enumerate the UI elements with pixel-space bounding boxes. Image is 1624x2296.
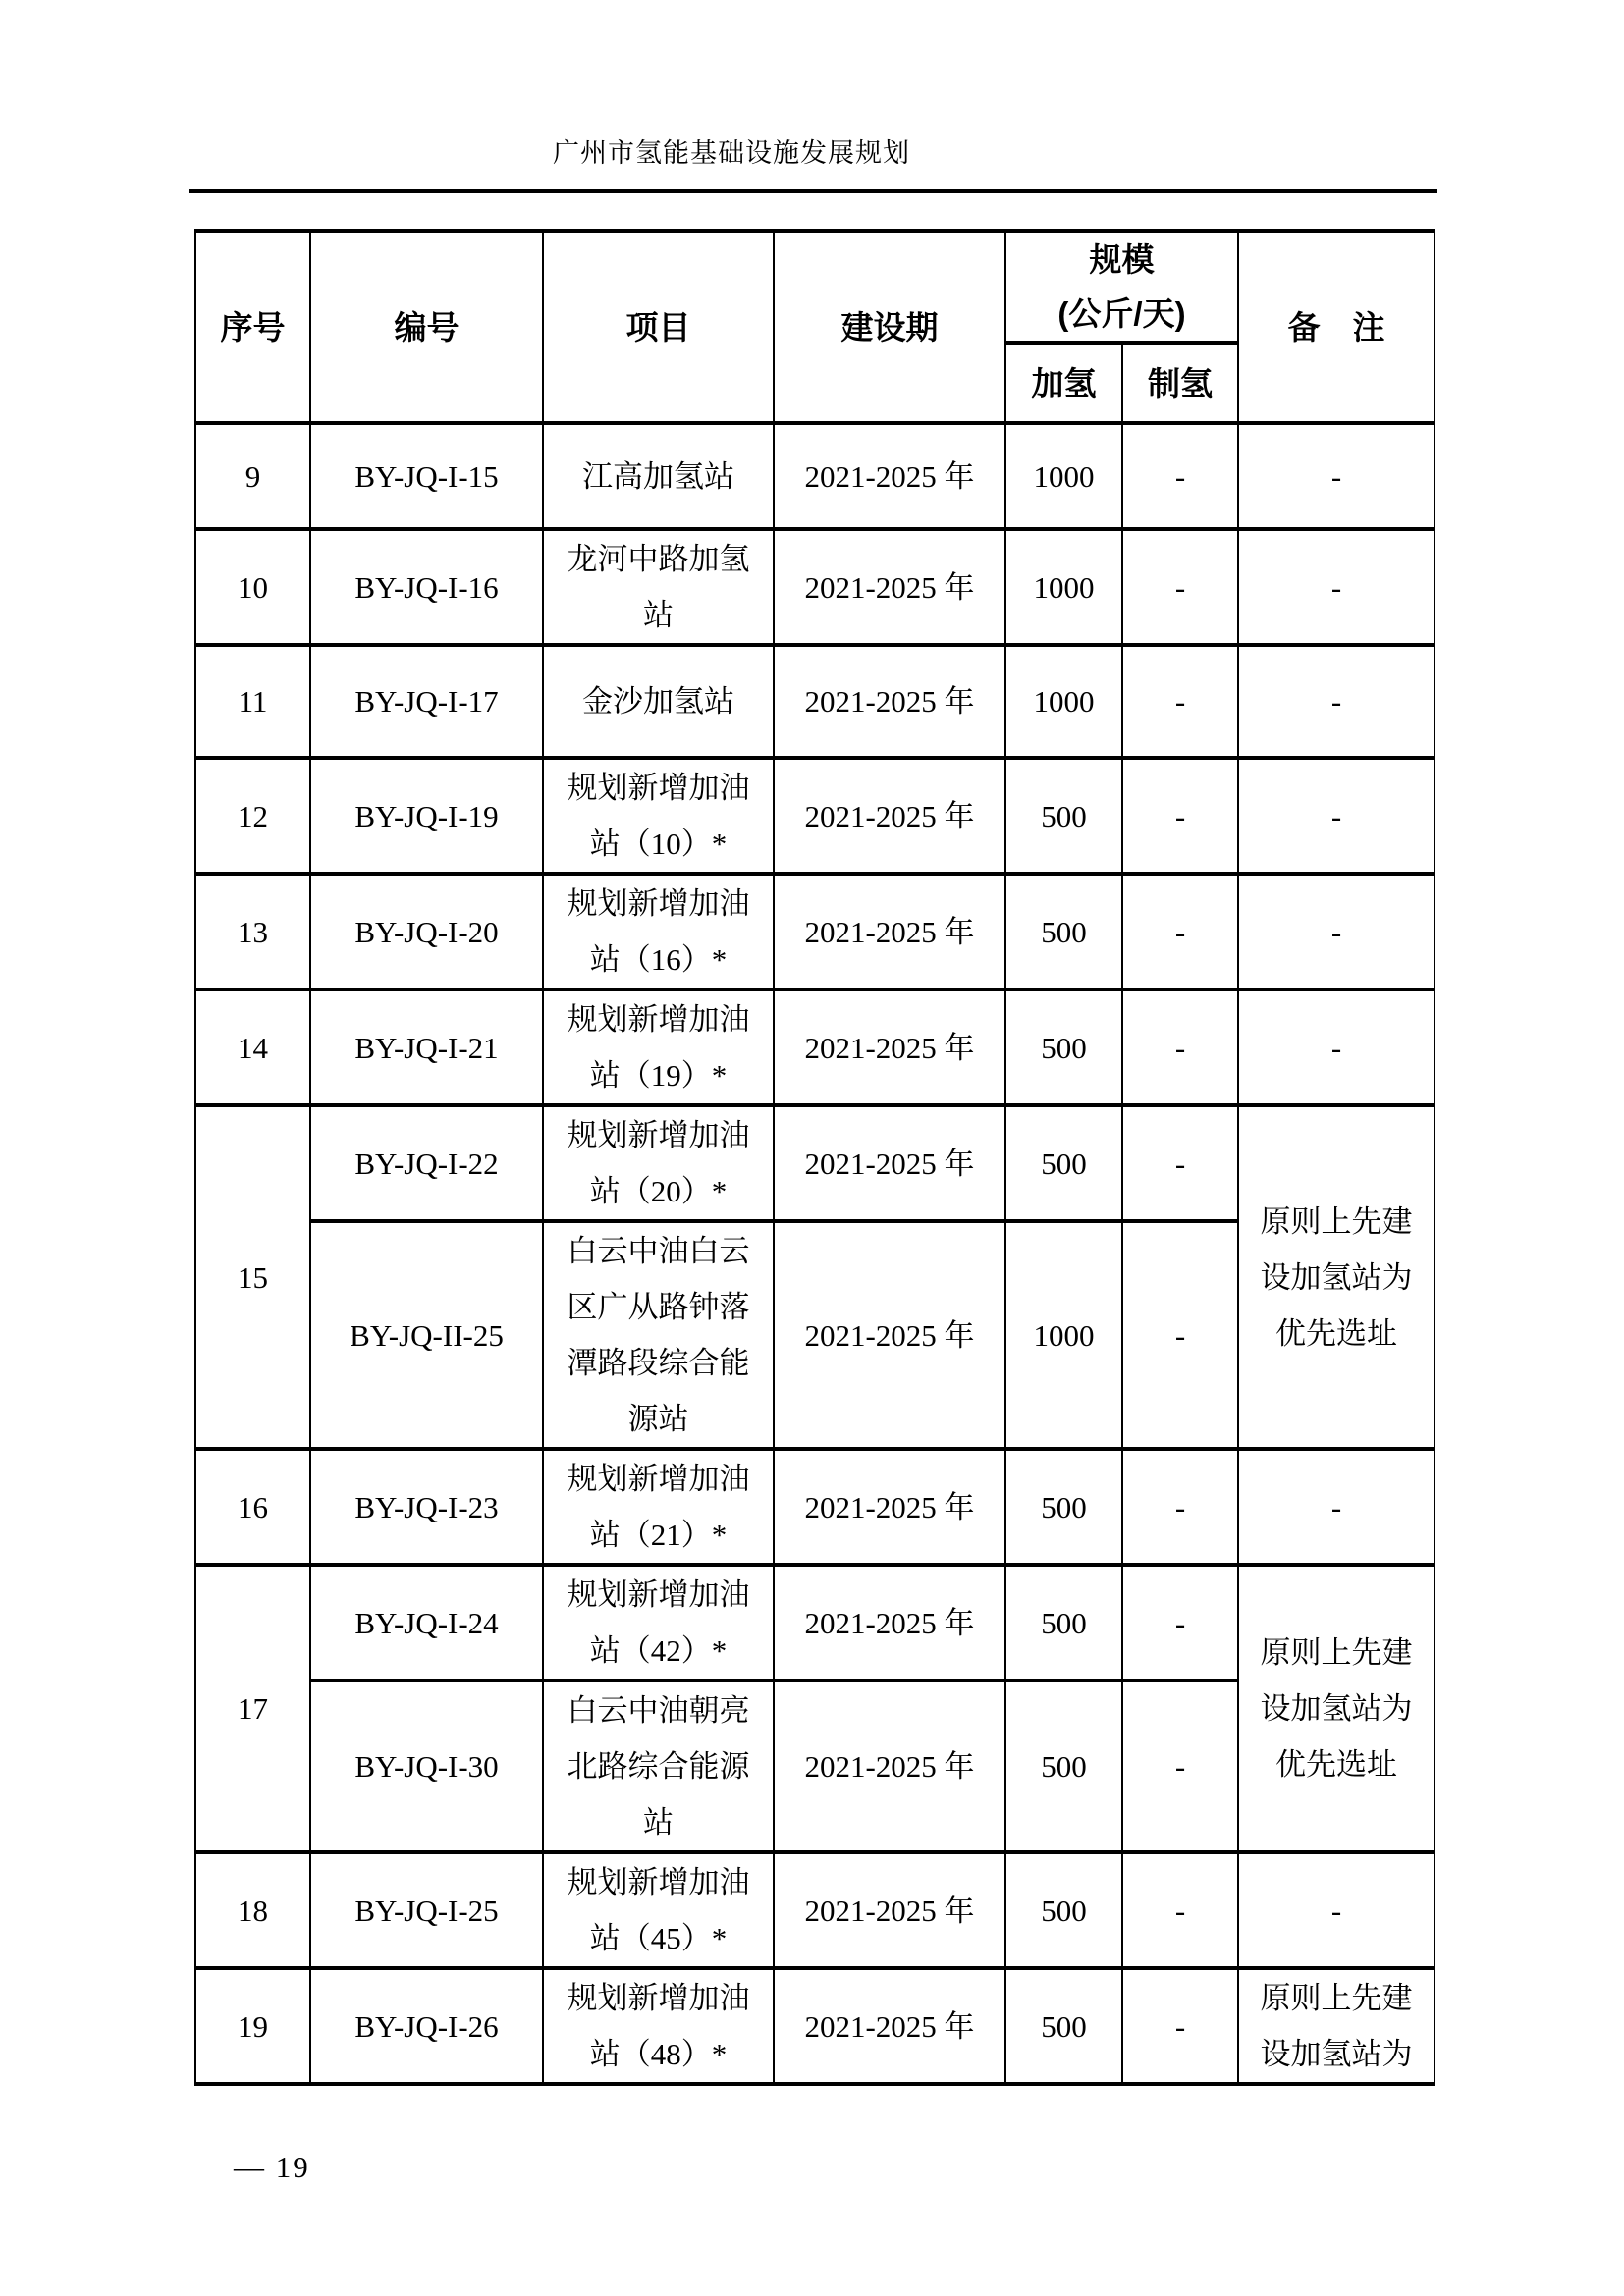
cell-remark: -	[1238, 423, 1435, 529]
cell-produce: -	[1122, 989, 1238, 1105]
cell-produce: -	[1122, 874, 1238, 989]
cell-remark: -	[1238, 529, 1435, 645]
cell-seq: 15	[195, 1105, 310, 1449]
cell-code: BY-JQ-I-21	[310, 989, 543, 1105]
cell-code: BY-JQ-I-17	[310, 645, 543, 758]
cell-produce: -	[1122, 1449, 1238, 1565]
scale-title: 规模	[1089, 241, 1155, 278]
cell-remark: 原则上先建设加氢站为	[1238, 1968, 1435, 2084]
cell-period: 2021-2025 年	[774, 1968, 1005, 2084]
cell-code: BY-JQ-II-25	[310, 1221, 543, 1449]
cell-refuel: 500	[1005, 1565, 1122, 1681]
cell-refuel: 1000	[1005, 645, 1122, 758]
cell-refuel: 1000	[1005, 529, 1122, 645]
cell-period: 2021-2025 年	[774, 423, 1005, 529]
cell-produce: -	[1122, 1681, 1238, 1852]
table-row	[195, 1968, 1435, 2084]
cell-code: BY-JQ-I-19	[310, 758, 543, 874]
table-row	[195, 758, 1435, 874]
cell-period: 2021-2025 年	[774, 529, 1005, 645]
cell-remark: -	[1238, 989, 1435, 1105]
col-header-produce: 制氢	[1122, 343, 1238, 423]
cell-period: 2021-2025 年	[774, 1221, 1005, 1449]
cell-refuel: 500	[1005, 758, 1122, 874]
cell-code: BY-JQ-I-23	[310, 1449, 543, 1565]
cell-produce: -	[1122, 1565, 1238, 1681]
cell-remark: 原则上先建设加氢站为优先选址	[1238, 1565, 1435, 1852]
table-row	[195, 1449, 1435, 1565]
cell-project: 龙河中路加氢站	[543, 529, 774, 645]
cell-produce: -	[1122, 529, 1238, 645]
cell-project: 规划新增加油站（10）*	[543, 758, 774, 874]
cell-produce: -	[1122, 1968, 1238, 2084]
cell-refuel: 1000	[1005, 423, 1122, 529]
cell-remark: -	[1238, 1852, 1435, 1968]
cell-code: BY-JQ-I-30	[310, 1681, 543, 1852]
col-header-period: 建设期	[774, 231, 1005, 423]
cell-seq: 10	[195, 529, 310, 645]
table-row	[195, 529, 1435, 645]
table-row	[195, 1565, 1435, 1681]
table-body	[195, 423, 1435, 2084]
cell-seq: 13	[195, 874, 310, 989]
col-header-code: 编号	[310, 231, 543, 423]
cell-refuel: 1000	[1005, 1221, 1122, 1449]
cell-code: BY-JQ-I-26	[310, 1968, 543, 2084]
cell-produce: -	[1122, 645, 1238, 758]
cell-project: 规划新增加油站（42）*	[543, 1565, 774, 1681]
cell-refuel: 500	[1005, 874, 1122, 989]
cell-remark: -	[1238, 758, 1435, 874]
cell-seq: 16	[195, 1449, 310, 1565]
cell-project: 规划新增加油站（48）*	[543, 1968, 774, 2084]
cell-seq: 14	[195, 989, 310, 1105]
cell-code: BY-JQ-I-24	[310, 1565, 543, 1681]
cell-refuel: 500	[1005, 1105, 1122, 1221]
cell-code: BY-JQ-I-16	[310, 529, 543, 645]
cell-refuel: 500	[1005, 1968, 1122, 2084]
cell-remark: -	[1238, 645, 1435, 758]
cell-seq: 9	[195, 423, 310, 529]
table-row	[195, 874, 1435, 989]
cell-period: 2021-2025 年	[774, 1105, 1005, 1221]
cell-project: 规划新增加油站（16）*	[543, 874, 774, 989]
cell-refuel: 500	[1005, 1681, 1122, 1852]
table-row	[195, 423, 1435, 529]
cell-seq: 18	[195, 1852, 310, 1968]
page-number: — 19	[234, 2150, 310, 2184]
table-row	[195, 1852, 1435, 1968]
col-header-project: 项目	[543, 231, 774, 423]
page-title: 广州市氢能基础设施发展规划	[553, 138, 910, 168]
cell-code: BY-JQ-I-22	[310, 1105, 543, 1221]
cell-seq: 19	[195, 1968, 310, 2084]
cell-period: 2021-2025 年	[774, 758, 1005, 874]
col-header-seq: 序号	[195, 231, 310, 423]
cell-project: 规划新增加油站（45）*	[543, 1852, 774, 1968]
cell-produce: -	[1122, 1221, 1238, 1449]
cell-period: 2021-2025 年	[774, 645, 1005, 758]
cell-code: BY-JQ-I-25	[310, 1852, 543, 1968]
cell-refuel: 500	[1005, 989, 1122, 1105]
table-header	[195, 231, 1435, 423]
cell-project: 白云中油朝亮北路综合能源站	[543, 1681, 774, 1852]
cell-project: 江高加氢站	[543, 423, 774, 529]
cell-project: 规划新增加油站（20）*	[543, 1105, 774, 1221]
cell-produce: -	[1122, 423, 1238, 529]
cell-project: 白云中油白云区广从路钟落潭路段综合能源站	[543, 1221, 774, 1449]
table-row	[195, 989, 1435, 1105]
cell-produce: -	[1122, 1852, 1238, 1968]
table-row	[195, 645, 1435, 758]
cell-period: 2021-2025 年	[774, 1681, 1005, 1852]
cell-period: 2021-2025 年	[774, 874, 1005, 989]
cell-period: 2021-2025 年	[774, 1565, 1005, 1681]
col-header-scale	[1005, 231, 1238, 343]
cell-remark: -	[1238, 874, 1435, 989]
cell-project: 规划新增加油站（19）*	[543, 989, 774, 1105]
cell-project: 规划新增加油站（21）*	[543, 1449, 774, 1565]
cell-refuel: 500	[1005, 1852, 1122, 1968]
page-header	[0, 132, 1624, 170]
cell-seq: 11	[195, 645, 310, 758]
cell-code: BY-JQ-I-20	[310, 874, 543, 989]
col-header-remark: 备 注	[1238, 231, 1435, 423]
scale-unit: (公斤/天)	[1057, 295, 1186, 332]
cell-period: 2021-2025 年	[774, 1852, 1005, 1968]
header-rule	[189, 189, 1437, 193]
cell-produce: -	[1122, 1105, 1238, 1221]
col-header-refuel: 加氢	[1005, 343, 1122, 423]
cell-code: BY-JQ-I-15	[310, 423, 543, 529]
cell-period: 2021-2025 年	[774, 989, 1005, 1105]
cell-seq: 12	[195, 758, 310, 874]
cell-remark: 原则上先建设加氢站为优先选址	[1238, 1105, 1435, 1449]
projects-table	[194, 229, 1435, 2086]
cell-produce: -	[1122, 758, 1238, 874]
cell-period: 2021-2025 年	[774, 1449, 1005, 1565]
cell-project: 金沙加氢站	[543, 645, 774, 758]
table-row	[195, 1105, 1435, 1221]
cell-seq: 17	[195, 1565, 310, 1852]
cell-refuel: 500	[1005, 1449, 1122, 1565]
cell-remark: -	[1238, 1449, 1435, 1565]
